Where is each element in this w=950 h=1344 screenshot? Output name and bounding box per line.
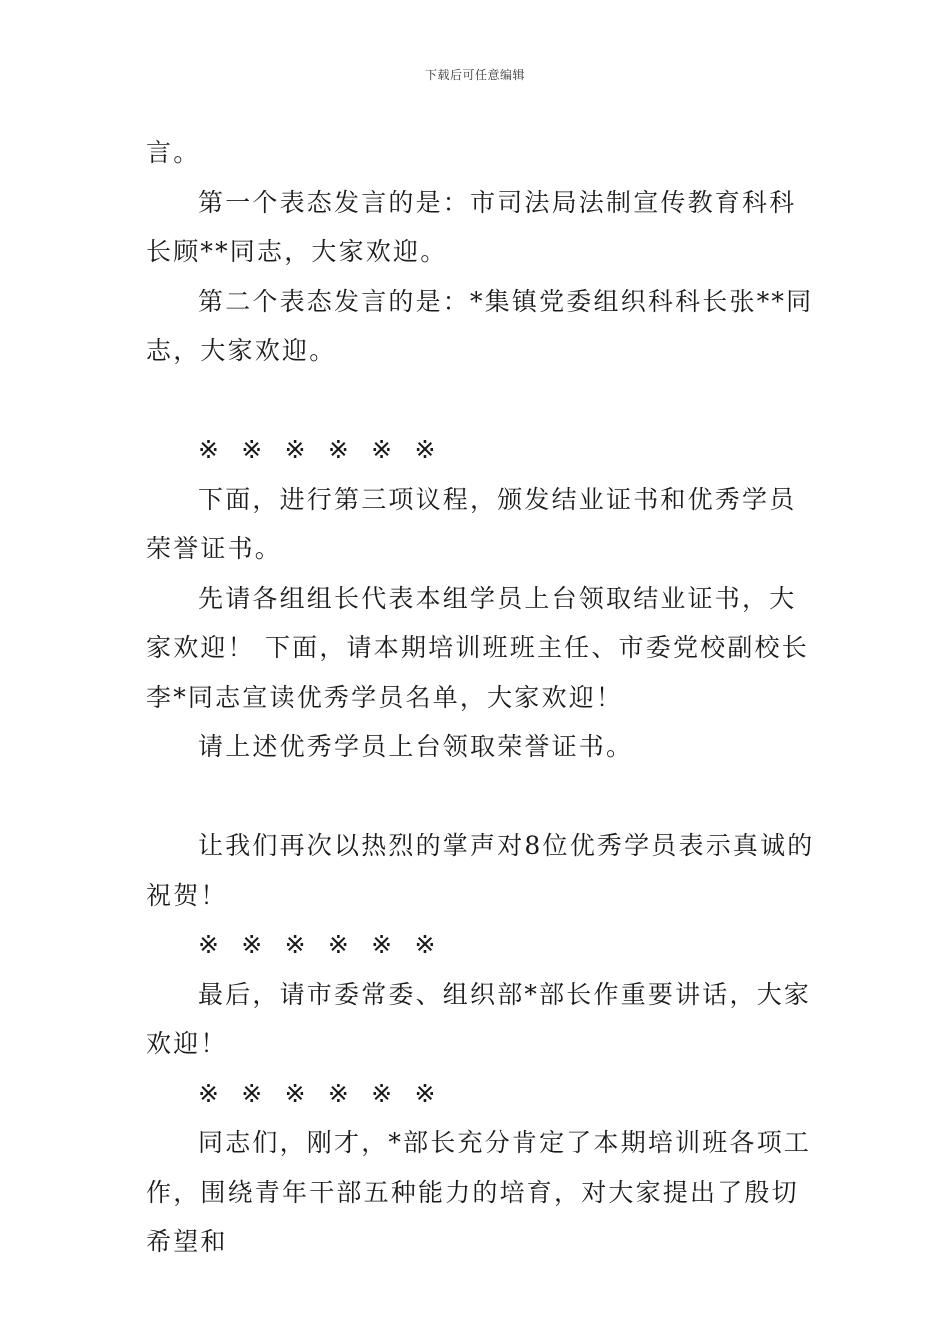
section-separator: ※ ※ ※ ※ ※ ※ [198,435,438,464]
paragraph-second-speaker: 第二个表态发言的是：*集镇党委组织科科长张**同志，大家欢迎。 [146,286,814,365]
section-separator: ※ ※ ※ ※ ※ ※ [198,930,438,959]
page-header: 下载后可任意编辑 [424,68,525,82]
blank-line [146,376,816,426]
blank-line [146,772,816,822]
paragraph-first-speaker: 第一个表态发言的是：市司法局法制宣传教育科科长顾**同志，大家欢迎。 [146,187,797,266]
document-body [146,128,816,1267]
paragraph-continuation: 言。 [146,138,201,167]
section-separator: ※ ※ ※ ※ ※ ※ [198,1078,438,1108]
paragraph-final-speech: 最后，请市委常委、组织部*部长作重要讲话，大家欢迎！ [146,979,812,1058]
paragraph-applause: 让我们再次以热烈的掌声对8位优秀学员表示真诚的祝贺！ [146,831,815,910]
paragraph-third-agenda: 下面，进行第三项议程，颁发结业证书和优秀学员荣誉证书。 [146,484,797,563]
paragraph-certificates: 先请各组组长代表本组学员上台领取结业证书，大家欢迎！ 下面，请本期培训班班主任、市委党校副校长李*同志宣读优秀学员名单，大家欢迎！ [146,583,809,712]
paragraph-honor-certificates: 请上述优秀学员上台领取荣誉证书。 [198,732,634,761]
paragraph-closing: 同志们，刚才，*部长充分肯定了本期培训班各项工作，围绕青年干部五种能力的培育，对大家提出了殷切希望和 [146,1128,812,1256]
